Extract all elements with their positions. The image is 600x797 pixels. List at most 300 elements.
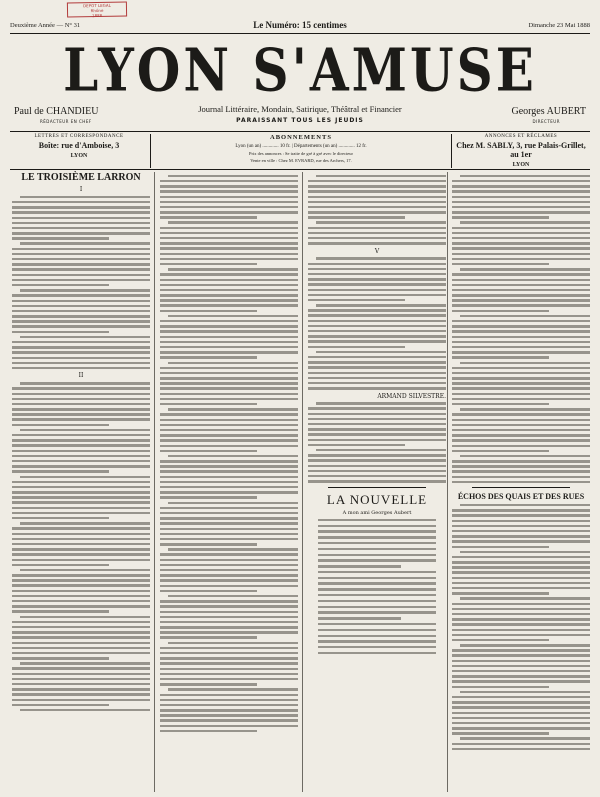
text-line (452, 618, 590, 620)
text-line (12, 553, 150, 555)
issue-date: Dimanche 23 Mai 1888 (528, 22, 590, 29)
text-line (308, 439, 446, 441)
text-line (308, 237, 446, 239)
text-line (160, 190, 298, 192)
poem-title: LA NOUVELLE (326, 491, 428, 507)
text-line (160, 616, 298, 618)
text-line (160, 242, 298, 244)
text-line (12, 325, 150, 327)
text-line (452, 680, 590, 682)
text-line (160, 284, 298, 286)
text-line (12, 688, 150, 690)
text-line (12, 227, 150, 229)
text-line (12, 413, 150, 415)
text-line (12, 320, 150, 322)
text-line (308, 366, 446, 368)
text-line (160, 668, 298, 670)
text-line (160, 517, 298, 519)
text-line (12, 294, 150, 296)
text-line (452, 639, 549, 641)
poem-body (318, 519, 436, 654)
text-line (460, 691, 590, 693)
article-body (452, 504, 590, 750)
text-line (12, 548, 150, 550)
text-line (160, 445, 298, 447)
text-line (12, 357, 150, 359)
article-body (452, 175, 590, 483)
text-line (12, 652, 150, 654)
text-line (12, 543, 150, 545)
text-line (160, 683, 257, 685)
text-line (452, 566, 590, 568)
text-line (308, 433, 446, 435)
tagline: Journal Littéraire, Mondain, Satirique, Théâtral et Financier (198, 104, 402, 114)
text-line (12, 455, 150, 457)
text-line (168, 688, 298, 690)
text-line (452, 294, 590, 296)
article-signature: ARMAND SILVESTRE. (377, 392, 446, 400)
text-line (452, 310, 549, 312)
text-line (12, 387, 150, 389)
text-line (12, 574, 150, 576)
text-line (160, 486, 298, 488)
text-line (460, 737, 590, 739)
text-line (160, 673, 298, 675)
text-line (316, 351, 446, 353)
text-line (452, 196, 590, 198)
text-line (20, 709, 150, 711)
text-line (12, 351, 150, 353)
text-line (452, 273, 590, 275)
text-line (318, 530, 436, 532)
text-line (452, 211, 590, 213)
text-line (460, 504, 590, 506)
text-line (452, 382, 590, 384)
text-line (318, 611, 436, 613)
text-line (452, 608, 590, 610)
column-2 (160, 172, 298, 735)
text-line (160, 647, 298, 649)
text-line (160, 533, 298, 535)
text-line (160, 419, 298, 421)
text-line (160, 621, 298, 623)
text-line (20, 522, 150, 524)
text-line (452, 201, 590, 203)
text-line (452, 577, 590, 579)
director-role: DIRECTEUR (532, 119, 560, 124)
text-line (160, 372, 298, 374)
text-line (160, 652, 298, 654)
text-line (308, 320, 446, 322)
text-line (452, 341, 590, 343)
text-line (12, 600, 150, 602)
text-line (12, 424, 109, 426)
text-line (12, 704, 109, 706)
text-line (452, 712, 590, 714)
article-body (12, 196, 150, 370)
text-line (12, 621, 150, 623)
text-line (452, 429, 590, 431)
text-line (12, 263, 150, 265)
text-line (452, 654, 590, 656)
text-line (12, 559, 150, 561)
text-line (160, 585, 298, 587)
text-line (318, 519, 436, 521)
text-line (318, 617, 401, 619)
text-line (12, 439, 150, 441)
text-line (160, 356, 257, 358)
text-line (12, 232, 150, 234)
text-line (452, 675, 590, 677)
text-line (452, 649, 590, 651)
text-line (12, 279, 150, 281)
text-line (308, 196, 446, 198)
text-line (308, 314, 446, 316)
text-line (160, 351, 298, 353)
text-line (160, 528, 298, 530)
text-line (452, 227, 590, 229)
text-line (168, 642, 298, 644)
text-line (20, 476, 150, 478)
text-line (308, 268, 446, 270)
text-line (160, 579, 298, 581)
text-line (160, 522, 298, 524)
text-line (12, 512, 150, 514)
text-line (12, 300, 150, 302)
text-line (12, 699, 150, 701)
text-line (12, 533, 150, 535)
text-line (160, 398, 298, 400)
text-line (160, 299, 298, 301)
text-line (160, 470, 298, 472)
divider (10, 131, 590, 132)
text-line (168, 595, 298, 597)
text-line (308, 413, 446, 415)
text-line (452, 481, 590, 483)
text-line (160, 476, 298, 478)
text-line (460, 362, 590, 364)
text-line (308, 418, 446, 420)
correspondence-box: LETTRES ET CORRESPONDANCE Boîte: rue d'Amboise, 3 LYON (34, 134, 124, 159)
text-line (452, 263, 549, 265)
text-line (160, 694, 298, 696)
text-line (452, 460, 590, 462)
text-line (160, 310, 257, 312)
text-line (452, 587, 590, 589)
text-line (452, 470, 590, 472)
text-line (160, 460, 298, 462)
text-line (452, 247, 590, 249)
text-line (12, 538, 150, 540)
column-rule (447, 172, 448, 792)
text-line (452, 434, 590, 436)
text-line (160, 465, 298, 467)
text-line (308, 185, 446, 187)
article-body (160, 175, 298, 732)
text-line (318, 536, 436, 538)
text-line (12, 610, 109, 612)
text-line (160, 367, 298, 369)
column-rule (302, 172, 303, 792)
text-line (160, 574, 298, 576)
text-line (160, 507, 298, 509)
text-line (452, 372, 590, 374)
article-title: LE TROISIÈME LARRON (21, 172, 141, 183)
issue-number: Deuxième Année — N° 31 (10, 22, 81, 29)
text-line (160, 263, 257, 265)
text-line (452, 665, 590, 667)
text-line (12, 496, 150, 498)
text-line (452, 190, 590, 192)
text-line (308, 335, 446, 337)
text-line (460, 268, 590, 270)
text-line (160, 413, 298, 415)
article-body (12, 382, 150, 711)
text-line (452, 242, 590, 244)
text-line (308, 423, 446, 425)
text-line (316, 221, 446, 223)
text-line (12, 631, 150, 633)
text-line (452, 439, 590, 441)
text-line (318, 600, 436, 602)
text-line (160, 279, 298, 281)
text-line (308, 356, 446, 358)
text-line (160, 439, 298, 441)
text-line (12, 346, 150, 348)
text-line (160, 196, 298, 198)
text-line (460, 644, 590, 646)
column-1: LE TROISIÈME LARRON I II (12, 172, 150, 714)
text-line (316, 257, 446, 259)
text-line (12, 507, 150, 509)
text-line (12, 564, 109, 566)
text-line (160, 590, 257, 592)
text-line (452, 304, 590, 306)
text-line (452, 732, 549, 734)
text-line (316, 304, 446, 306)
text-line (308, 283, 446, 285)
text-line (308, 340, 446, 342)
publication-frequency: PARAISSANT TOUS LES JEUDIS (236, 117, 364, 124)
text-line (160, 434, 298, 436)
text-line (12, 315, 150, 317)
text-line (160, 611, 298, 613)
text-line (12, 253, 150, 255)
text-line (452, 727, 590, 729)
text-line (318, 635, 436, 637)
text-line (452, 398, 590, 400)
text-line (318, 577, 436, 579)
text-line (452, 387, 590, 389)
text-line (12, 527, 150, 529)
text-line (160, 237, 298, 239)
text-line (308, 475, 446, 477)
text-line (160, 481, 298, 483)
text-line (452, 660, 590, 662)
text-line (308, 201, 446, 203)
text-line (160, 216, 257, 218)
text-line (452, 603, 590, 605)
article-body (308, 257, 446, 389)
text-line (12, 284, 109, 286)
text-line (452, 445, 590, 447)
text-line (160, 662, 298, 664)
text-line (308, 299, 405, 301)
text-line (12, 636, 150, 638)
text-line (12, 683, 150, 685)
section-title: ÉCHOS DES QUAIS ET DES RUES (457, 492, 585, 502)
editor-name: Paul de CHANDIEU (14, 106, 99, 117)
divider (10, 169, 590, 170)
text-line (452, 717, 590, 719)
text-line (160, 180, 298, 182)
text-line (12, 626, 150, 628)
divider (328, 487, 426, 488)
text-line (308, 206, 446, 208)
text-line (452, 419, 590, 421)
text-line (452, 279, 590, 281)
text-line (308, 216, 405, 218)
text-line (316, 175, 446, 177)
text-line (12, 470, 109, 472)
text-line (452, 525, 590, 527)
text-line (12, 408, 150, 410)
text-line (160, 325, 298, 327)
text-line (318, 606, 436, 608)
text-line (452, 629, 590, 631)
text-line (12, 450, 150, 452)
text-line (308, 309, 446, 311)
column-4 (452, 172, 590, 753)
text-line (452, 284, 590, 286)
text-line (160, 730, 257, 732)
text-line (308, 459, 446, 461)
text-line (12, 222, 150, 224)
text-line (160, 393, 298, 395)
text-line (452, 413, 590, 415)
advertising-box: ANNONCES ET RÉCLAMES Chez M. SABLY, 3, rue Palais-Grillet, au 1er LYON (456, 134, 586, 168)
text-line (460, 551, 590, 553)
text-line (308, 294, 446, 296)
editor-role: RÉDACTEUR EN CHEF (40, 119, 92, 124)
text-line (452, 336, 590, 338)
text-line (318, 646, 436, 648)
text-line (160, 346, 298, 348)
text-line (452, 696, 590, 698)
poem-dedication: A mon ami Georges Aubert (342, 509, 412, 516)
article-body (308, 175, 446, 245)
text-line (318, 559, 436, 561)
text-line (160, 382, 298, 384)
text-line (452, 258, 590, 260)
text-line (12, 206, 150, 208)
text-line (452, 701, 590, 703)
text-line (452, 216, 549, 218)
text-line (12, 465, 150, 467)
text-line (318, 588, 436, 590)
text-line (160, 719, 298, 721)
text-line (12, 678, 150, 680)
text-line (20, 662, 150, 664)
text-line (160, 289, 298, 291)
text-line (452, 237, 590, 239)
column-3: V ARMAND SILVESTRE. LA NOUVELLE A mon ami Georges Aubert (308, 172, 446, 658)
text-line (160, 294, 298, 296)
text-line (160, 206, 298, 208)
text-line (168, 502, 298, 504)
text-line (12, 367, 150, 369)
text-line (452, 476, 590, 478)
text-line (308, 470, 446, 472)
text-line (308, 211, 446, 213)
text-line (460, 315, 590, 317)
text-line (452, 535, 590, 537)
text-line (160, 600, 298, 602)
text-line (168, 362, 298, 364)
text-line (12, 444, 150, 446)
text-line (452, 623, 590, 625)
text-line (12, 434, 150, 436)
text-line (160, 678, 298, 680)
text-line (452, 325, 590, 327)
text-line (452, 393, 590, 395)
text-line (452, 722, 590, 724)
text-line (318, 548, 436, 550)
text-line (12, 248, 150, 250)
text-line (160, 709, 298, 711)
text-line (452, 748, 590, 750)
text-line (160, 569, 298, 571)
text-line (160, 491, 298, 493)
text-line (12, 647, 150, 649)
text-line (168, 408, 298, 410)
text-line (160, 336, 298, 338)
text-line (308, 330, 446, 332)
text-line (160, 605, 298, 607)
text-line (12, 362, 150, 364)
text-line (160, 273, 298, 275)
text-line (160, 564, 298, 566)
text-line (452, 356, 549, 358)
text-line (12, 491, 150, 493)
text-line (452, 330, 590, 332)
text-line (452, 686, 549, 688)
text-line (160, 538, 298, 540)
text-line (20, 616, 150, 618)
text-line (452, 540, 590, 542)
text-line (12, 403, 150, 405)
text-line (318, 571, 436, 573)
text-line (160, 512, 298, 514)
text-line (318, 582, 436, 584)
text-line (160, 185, 298, 187)
text-line (168, 268, 298, 270)
text-line (160, 429, 298, 431)
director-name: Georges AUBERT (511, 106, 586, 117)
text-line (12, 341, 150, 343)
top-info-bar (10, 20, 590, 32)
text-line (160, 559, 298, 561)
text-line (12, 657, 109, 659)
text-line (452, 367, 590, 369)
text-line (452, 670, 590, 672)
text-line (160, 320, 298, 322)
text-line (452, 465, 590, 467)
text-line (318, 629, 436, 631)
text-line (308, 382, 446, 384)
text-line (308, 407, 446, 409)
text-line (12, 501, 150, 503)
